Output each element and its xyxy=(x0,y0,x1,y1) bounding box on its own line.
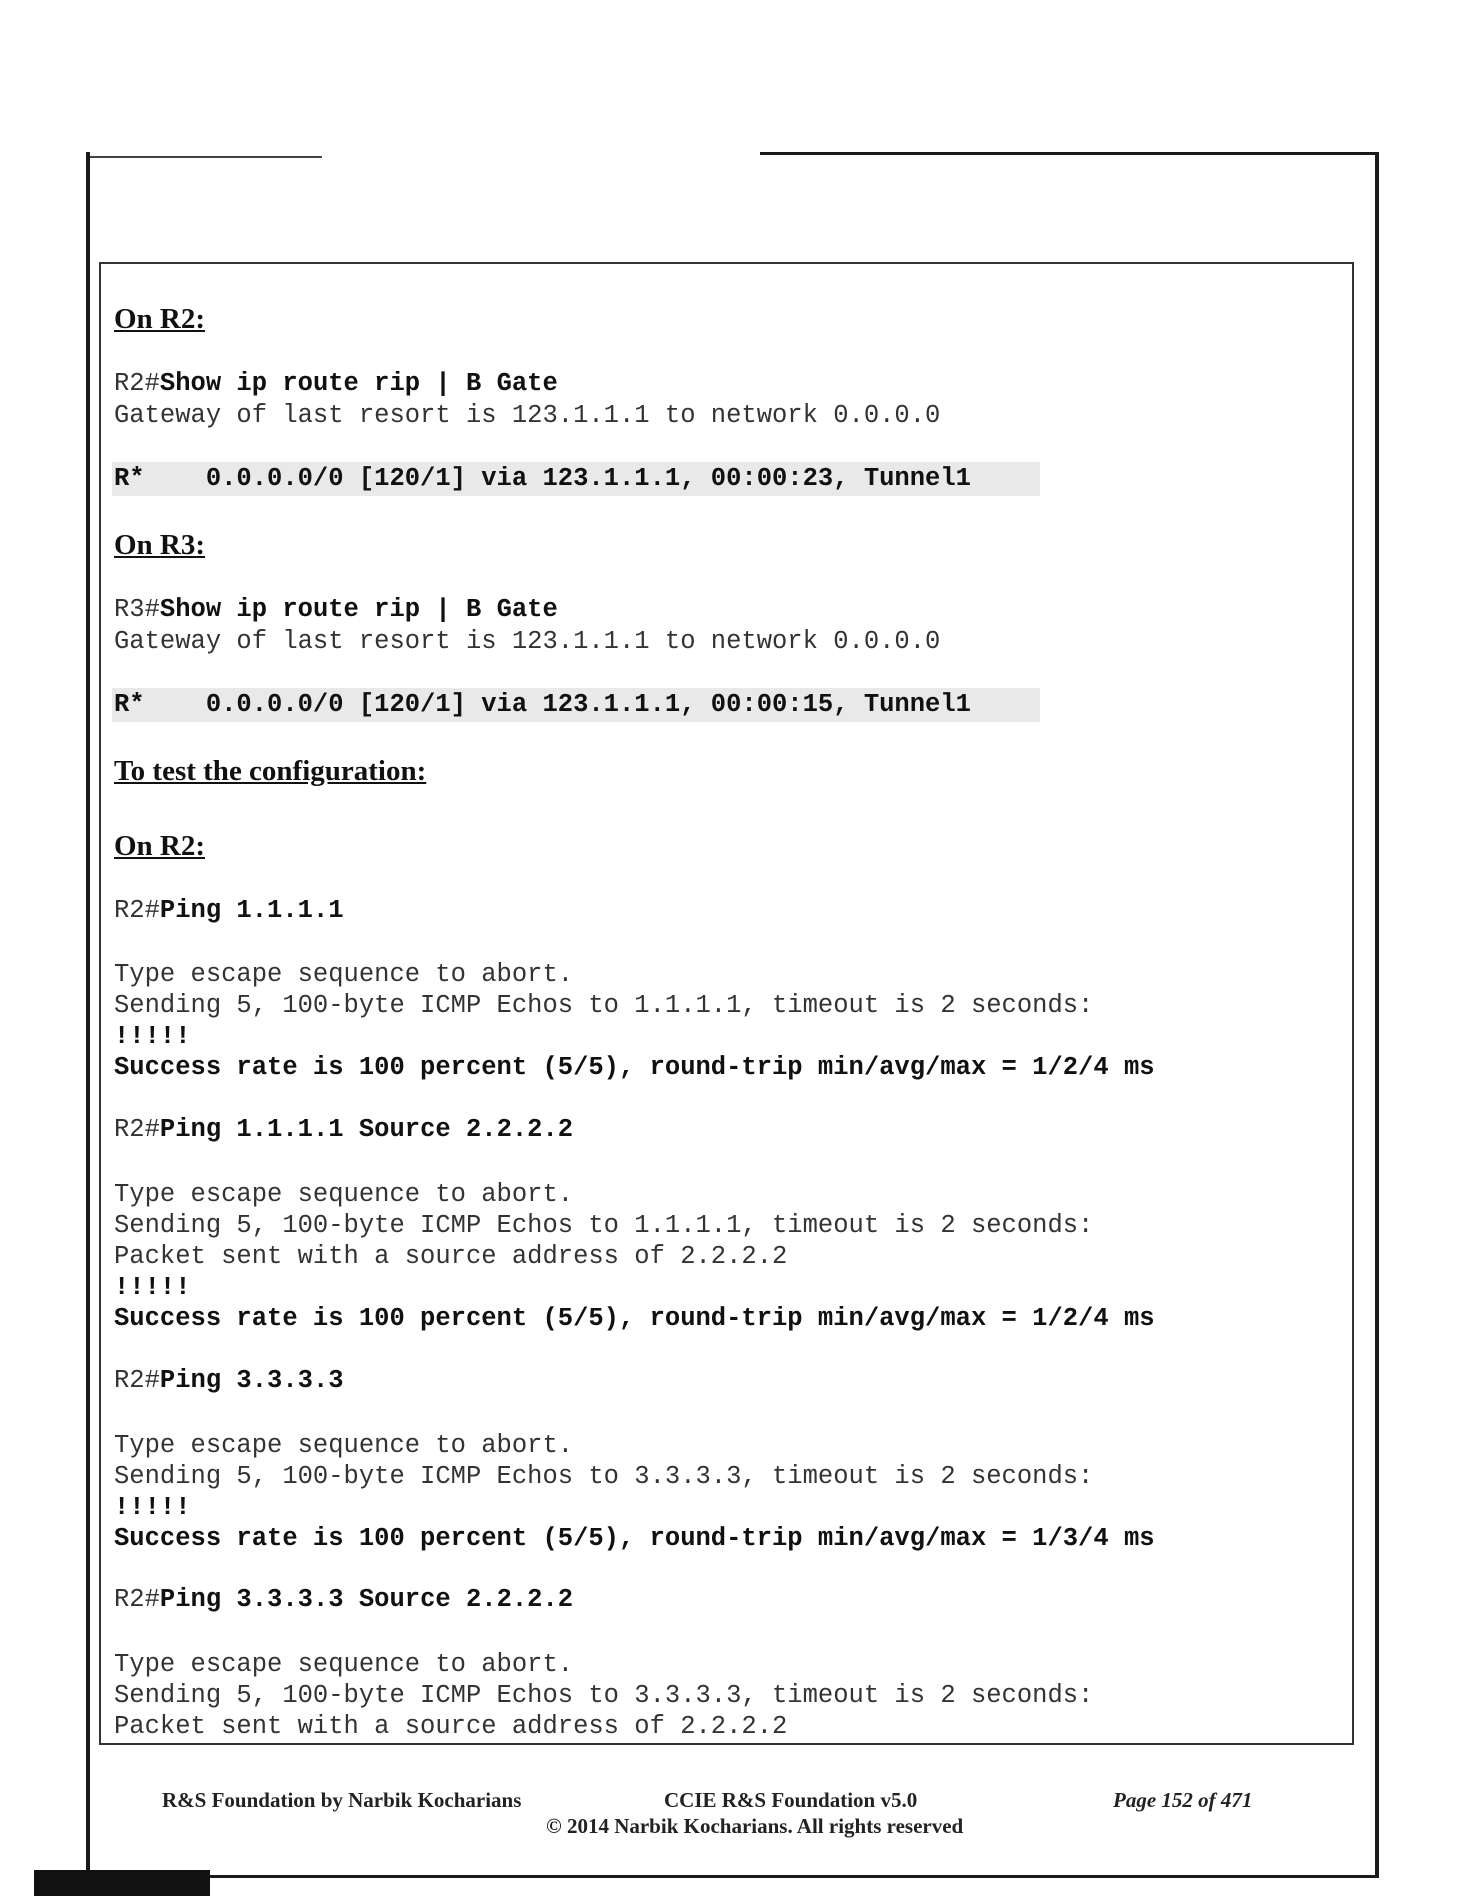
route-entry: R* 0.0.0.0/0 [120/1] via 123.1.1.1, 00:00:23, Tunnel1 xyxy=(114,464,971,493)
result-line xyxy=(114,1524,1155,1554)
scan-corner-mark xyxy=(34,1870,210,1896)
source-line: Packet sent with a source address of 2.2.2.2 xyxy=(114,1712,788,1741)
prompt: R2# xyxy=(114,1585,160,1614)
command-line xyxy=(114,595,558,625)
section-heading-r2-test: On R2: xyxy=(114,830,206,862)
section-heading-r3: On R3: xyxy=(114,529,206,561)
ping-command-line xyxy=(114,1585,573,1615)
footer-author: R&S Foundation by Narbik Kocharians xyxy=(162,1788,522,1812)
abort-line: Type escape sequence to abort. xyxy=(114,1650,574,1679)
route-entry: R* 0.0.0.0/0 [120/1] via 123.1.1.1, 00:00:15, Tunnel1 xyxy=(114,690,971,719)
footer-title: CCIE R&S Foundation v5.0 xyxy=(664,1788,918,1812)
abort-line: Type escape sequence to abort. xyxy=(114,1180,574,1209)
ping-command-line xyxy=(114,1115,573,1145)
result-line xyxy=(114,1304,1155,1334)
ping-marks xyxy=(114,1493,191,1523)
ping-marks-text: !!!!! xyxy=(114,1493,191,1522)
result-text: Success rate is 100 percent (5/5), round-trip min/avg/max = 1/2/4 ms xyxy=(114,1053,1155,1082)
ping-marks xyxy=(114,1273,191,1303)
ping-marks-text: !!!!! xyxy=(114,1273,191,1302)
source-line: Packet sent with a source address of 2.2.2.2 xyxy=(114,1242,788,1271)
command: Ping 1.1.1.1 xyxy=(159,896,344,925)
ping-marks-text: !!!!! xyxy=(114,1022,191,1051)
command: Ping 3.3.3.3 xyxy=(159,1366,344,1395)
route-line xyxy=(114,464,971,494)
gateway-line: Gateway of last resort is 123.1.1.1 to network 0.0.0.0 xyxy=(114,401,941,430)
route-line xyxy=(114,690,971,720)
sending-line: Sending 5, 100-byte ICMP Echos to 3.3.3.3, timeout is 2 seconds: xyxy=(114,1681,1094,1710)
sending-line: Sending 5, 100-byte ICMP Echos to 1.1.1.1, timeout is 2 seconds: xyxy=(114,1211,1094,1240)
command: Ping 1.1.1.1 Source 2.2.2.2 xyxy=(159,1115,574,1144)
footer-page-number: Page 152 of 471 xyxy=(1113,1788,1253,1812)
command: Show ip route rip | B Gate xyxy=(159,595,558,624)
abort-line: Type escape sequence to abort. xyxy=(114,960,574,989)
prompt: R2# xyxy=(114,896,160,925)
prompt: R2# xyxy=(114,1366,160,1395)
result-text: Success rate is 100 percent (5/5), round-trip min/avg/max = 1/3/4 ms xyxy=(114,1524,1155,1553)
command: Show ip route rip | B Gate xyxy=(159,369,558,398)
prompt: R2# xyxy=(114,369,160,398)
result-text: Success rate is 100 percent (5/5), round-trip min/avg/max = 1/2/4 ms xyxy=(114,1304,1155,1333)
ping-marks xyxy=(114,1022,191,1052)
ping-command-line xyxy=(114,1366,344,1396)
gateway-line: Gateway of last resort is 123.1.1.1 to network 0.0.0.0 xyxy=(114,627,941,656)
prompt: R3# xyxy=(114,595,160,624)
footer-copyright: © 2014 Narbik Kocharians. All rights reserved xyxy=(546,1814,964,1838)
sending-line: Sending 5, 100-byte ICMP Echos to 1.1.1.1, timeout is 2 seconds: xyxy=(114,991,1094,1020)
command-line xyxy=(114,369,558,399)
command: Ping 3.3.3.3 Source 2.2.2.2 xyxy=(159,1585,574,1614)
abort-line: Type escape sequence to abort. xyxy=(114,1431,574,1460)
result-line xyxy=(114,1053,1155,1083)
sending-line: Sending 5, 100-byte ICMP Echos to 3.3.3.3, timeout is 2 seconds: xyxy=(114,1462,1094,1491)
section-heading-test: To test the configuration: xyxy=(114,755,427,787)
prompt: R2# xyxy=(114,1115,160,1144)
section-heading-r2: On R2: xyxy=(114,303,206,335)
ping-command-line xyxy=(114,896,344,926)
